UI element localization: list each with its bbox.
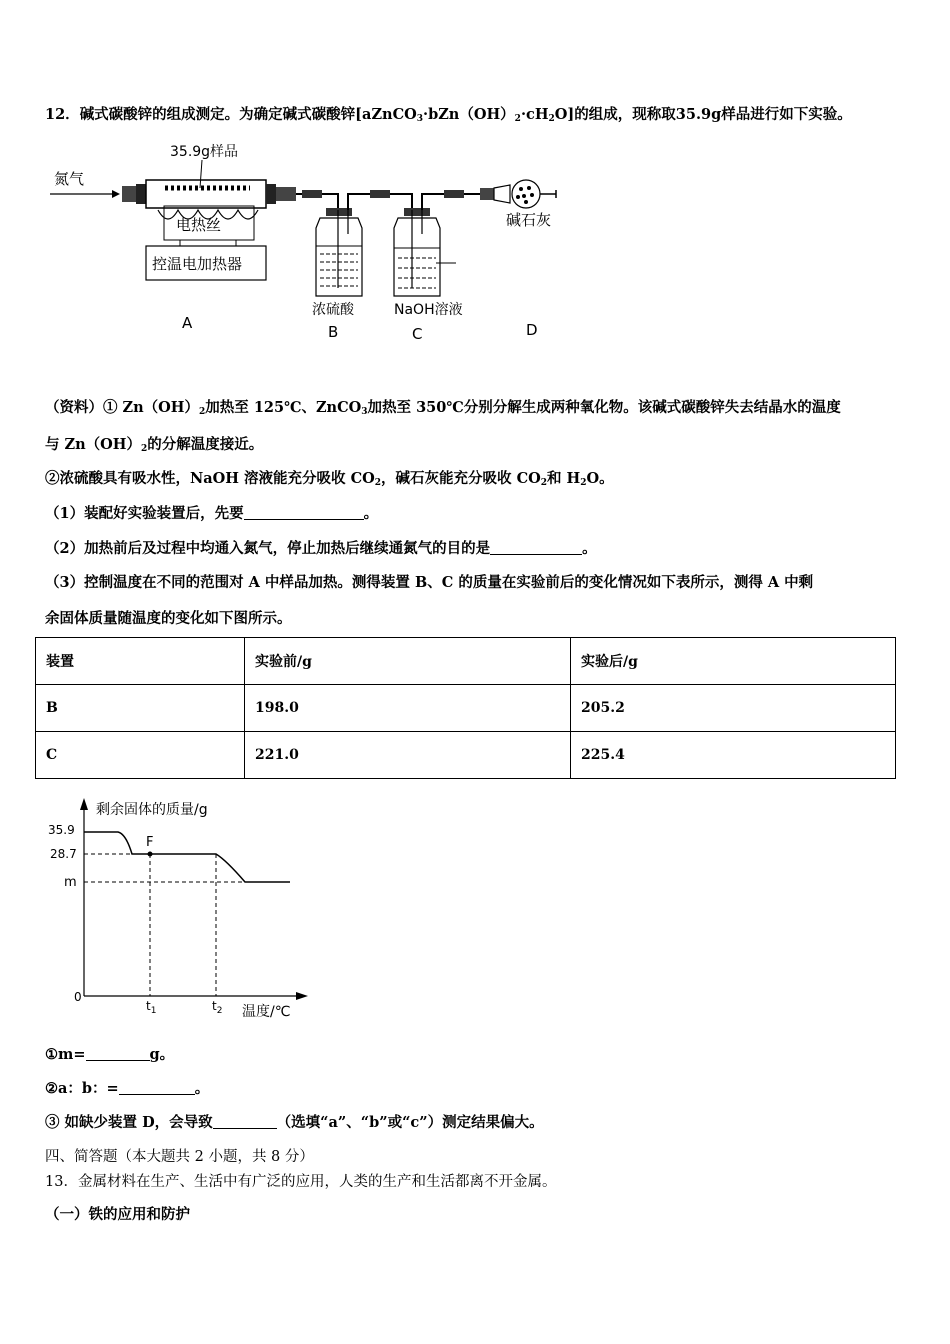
table-header-cell: 实验前/g xyxy=(245,638,571,685)
label-a: A xyxy=(182,314,193,332)
answer-blank-ratio[interactable] xyxy=(119,1080,195,1095)
question-3-line-2: 余固体质量随温度的变化如下图所示。 xyxy=(45,610,292,627)
x-tick-t2: $t_2$ xyxy=(212,999,223,1016)
question-2: （2）加热前后及过程中均通入氮气，停止加热后继续通氮气的目的是 。 xyxy=(45,540,597,557)
q12-intro: 12．碱式碳酸锌的组成测定。为确定碱式碳酸锌$[aZnCO_3\cdot bZn(OH)_2\cdot cH_2O]$的组成，现称取35.9g样品进行如下实验。 xyxy=(45,106,852,124)
sample-label: 35.9g样品 xyxy=(170,144,239,160)
table-cell: 205.2 xyxy=(571,685,896,732)
question-1: （1）装配好实验装置后，先要 。 xyxy=(45,505,379,522)
subquestion-2: ②a：b：= 。 xyxy=(45,1080,210,1097)
table-row xyxy=(36,732,896,779)
answer-blank-d[interactable] xyxy=(213,1114,277,1129)
info-line-3: ②浓硫酸具有吸水性，NaOH 溶液能充分吸收 $CO_2$，碱石灰能充分吸收 $CO_2$和 $H_2O$。 xyxy=(45,470,614,488)
y-tick-label: 35.9 xyxy=(48,823,75,837)
y-axis-label: 剩余固体的质量/g xyxy=(96,802,208,818)
answer-blank-m[interactable] xyxy=(86,1046,150,1061)
nitrogen-label: 氮气 xyxy=(54,170,85,188)
question-13-part-1: （一）铁的应用和防护 xyxy=(45,1206,190,1223)
point-f xyxy=(148,852,153,857)
acid-label: 浓硫酸 xyxy=(312,302,354,318)
x-tick-t1: $t_1$ xyxy=(146,999,157,1016)
table-header-cell: 装置 xyxy=(36,638,245,685)
q12-number: 12． xyxy=(45,106,80,123)
soda-lime-label: 碱石灰 xyxy=(506,211,552,229)
naoh-label: NaOH溶液 xyxy=(394,302,463,318)
mass-temperature-graph xyxy=(40,790,330,1025)
mass-table xyxy=(35,637,896,779)
info-line-2: 与 $Zn(OH)_2$的分解温度接近。 xyxy=(45,436,264,454)
label-d: D xyxy=(526,321,538,339)
wire-label: 电热丝 xyxy=(176,216,222,234)
table-cell: 221.0 xyxy=(245,732,571,779)
subquestion-1: ①m= g。 xyxy=(45,1046,175,1063)
label-b: B xyxy=(328,323,339,341)
apparatus-diagram xyxy=(40,138,580,348)
mass-curve xyxy=(84,832,290,882)
question-13: 13．金属材料在生产、生活中有广泛的应用，人类的生产和生活都离不开金属。 xyxy=(45,1174,557,1190)
table-cell: C xyxy=(36,732,245,779)
section-4-heading: 四、简答题（本大题共 2 小题，共 8 分） xyxy=(45,1149,314,1165)
y-tick-label: 28.7 xyxy=(50,847,77,861)
y-tick-label: m xyxy=(64,875,77,890)
x-axis-label: 温度/℃ xyxy=(242,1004,291,1020)
origin-label: 0 xyxy=(74,990,82,1004)
table-header-row xyxy=(36,638,896,685)
info-line-1: （资料）① $Zn(OH)_2$加热至 125℃、ZnCO$_3$加热至 350℃分别分解生成两种氧化物。该碱式碳酸锌失去结晶水的温度 xyxy=(45,399,841,417)
table-cell: 198.0 xyxy=(245,685,571,732)
label-c: C xyxy=(412,325,423,343)
table-cell: 225.4 xyxy=(571,732,896,779)
table-row xyxy=(36,685,896,732)
answer-blank-2[interactable] xyxy=(490,540,582,555)
table-cell: B xyxy=(36,685,245,732)
answer-blank-1[interactable] xyxy=(244,505,364,520)
table-header-cell: 实验后/g xyxy=(571,638,896,685)
point-f-label: F xyxy=(146,835,154,850)
question-3-line-1: （3）控制温度在不同的范围对 A 中样品加热。测得装置 B、C 的质量在实验前后的变化情况如下表所示，测得 A 中剩 xyxy=(45,574,814,591)
subquestion-3: ③ 如缺少装置 D，会导致 （选填“a”、“b”或“c”）测定结果偏大。 xyxy=(45,1114,544,1131)
heater-label: 控温电加热器 xyxy=(152,255,243,273)
